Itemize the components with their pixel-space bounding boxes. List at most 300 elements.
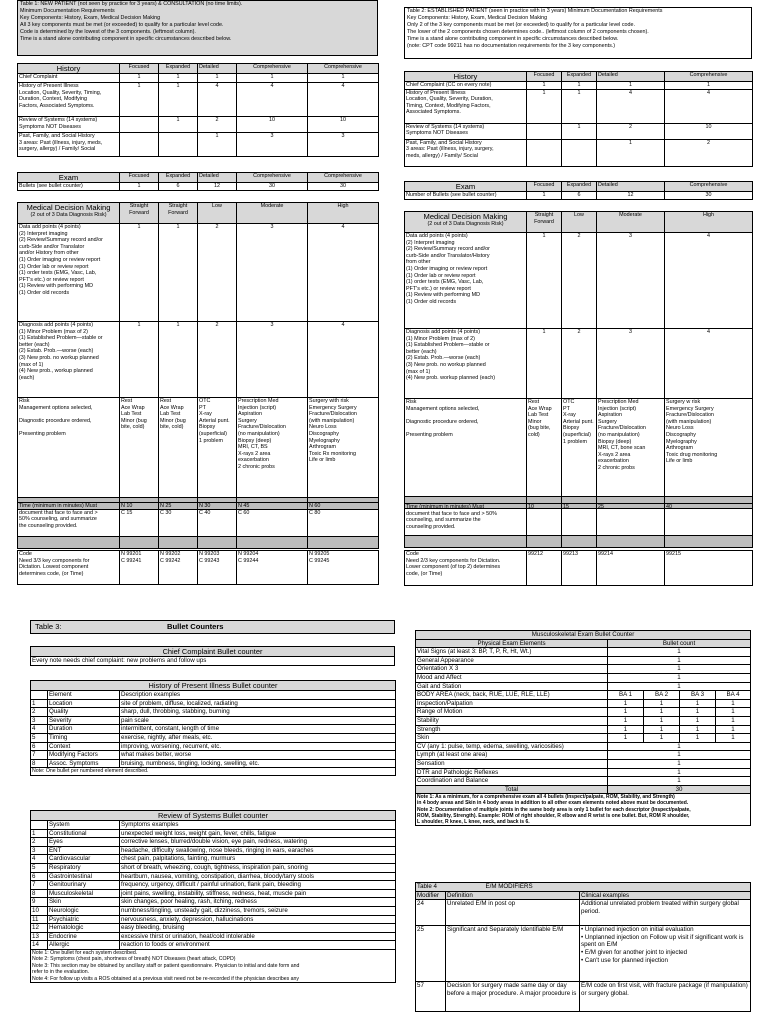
table-row [18,203,379,224]
col-head: Detailed [198,64,237,74]
table-cell: Lymph (at least one area) [416,751,608,760]
table-cell: 1 [308,74,379,83]
table-cell: 1 [608,768,751,777]
table-cell: Straight Forward [159,203,198,224]
msk-exam-counter [415,630,751,826]
table-row [18,322,379,398]
table-cell: N 25 C 30 [159,503,198,537]
table-row [31,863,396,872]
table-cell: 24 [416,900,446,926]
table-cell: 1 [644,725,680,734]
table-cell: N 99205 C 99245 [308,551,379,585]
table-cell: 1 [120,322,159,398]
table-cell: 5 [31,733,48,742]
table-cell: 1 [608,673,751,682]
table-cell: exercise, nightly, after meals, etc. [120,733,396,742]
table-row [405,233,753,329]
table-row [31,872,396,881]
risk-label: Risk Management options selected, Diagnostic procedure ordered, Presenting problem [18,398,120,498]
table-cell: 4 [31,725,48,734]
table2-time [404,503,753,548]
table-row [18,83,379,117]
time-label: Time (minimum in minutes) Must document that face to face and > 50% counseling, and summarize the counseling provided. [18,503,120,537]
table-cell: 25 [597,504,665,536]
table-row [31,759,396,768]
table-cell: Unrelated E/M in post op [446,900,580,926]
list-item: • Unplanned injection on initial evaluation [581,926,749,934]
table-cell: 30 [665,192,753,200]
msk-title: Musculoskeletal Exam Bullet Counter [416,631,751,640]
table-row [405,182,753,192]
hpi-title: History of Present Illness Bullet counter [31,681,396,691]
table-cell: High [308,203,379,224]
data-points-label: Data add points (4 points) (2) Interpret imaging (2) Review/Summary record and/or curb-Side and/or Translator/History from other (1) Order imaging or review report (1) Order lab or review report (1) order tests (EMG, Vasc, Lab, PFT's etc.) or review report (1) Review with performing MD (1) Order old records [405,233,527,329]
table-row [31,681,396,691]
table-cell: 1 [608,777,751,786]
table-cell: sharp, dull, throbbing, stabbing, burning [120,708,396,717]
table-cell: 6 [31,742,48,751]
table-cell: 3 [308,133,379,157]
table-cell: 1 [608,759,751,768]
table-row [416,900,751,926]
table-row [31,725,396,734]
table-row [416,631,751,640]
table-cell: corrective lenses, blurred/double vision, eye pain, redness, watering [120,838,396,847]
code-label: Code Need 2/3 key components for Dictation. Lower component (of top 2) determines code, (or Time) [405,551,527,586]
code-label: Code Need 3/3 key components for Dictation. Lowest component determines code, (or Time) [18,551,120,585]
table1-time [17,502,379,549]
table-cell [198,537,237,549]
table-cell [308,537,379,549]
table-row [31,924,396,933]
table-cell: 30 [308,183,379,191]
table-cell: 10 [527,504,562,536]
table-cell: N 99201 C 99241 [120,551,159,585]
table-cell: Expanded [159,173,198,183]
table-cell: 1 [608,742,751,751]
table-row [416,794,751,826]
table-cell: BODY AREA (neck, back, RUE, LUE, RLE, LLE) [416,691,608,700]
table-cell [562,139,597,166]
row-label: Review of Systems (14 systems) Symptoms NOT Diseases [18,117,120,133]
table-cell: 1 [120,224,159,322]
table-cell: 1 [716,725,751,734]
table-cell: Decision for surgery made same day or day before a major procedure. A major procedure is [446,982,580,1012]
table-cell: Symptoms examples [120,821,396,830]
table-cell: 1 [198,133,237,157]
table-cell: 10 [237,117,308,133]
table-cell: bruising, numbness, tingling, locking, swelling, etc. [120,759,396,768]
table-cell: E/M code on first visit, with fracture package (if manipulation) or surgery global. [580,982,751,1012]
table-row [18,398,379,498]
table-cell: 1 [608,648,751,657]
table-cell [405,536,527,548]
table-row [405,89,753,123]
table-cell: 1 [644,708,680,717]
table-cell: 1 [644,699,680,708]
table3-title [30,620,395,634]
table-cell: BA 4 [716,691,751,700]
table-cell: Gastrointestinal [48,872,120,881]
diagnosis-points-label: Diagnosis add points (4 points) (1) Minor Problem (max of 2) (1) Established Problem—stable or better (each) (2) Estab. Prob.—worse (each) (3) New prob. no workup planned (max of 1) (4) New prob. workup planned (each) [405,329,527,399]
table-cell: Genitourinary [48,881,120,890]
table4-label: Table 4 [416,883,446,892]
table-cell: Modifying Factors [48,751,120,760]
table-cell: Significant and Separately Identifiable E/M [446,926,580,982]
table-cell: unexpected weight loss, weight gain, fever, chills, fatigue [120,829,396,838]
table-row [405,82,753,90]
table-cell: 30 [237,183,308,191]
mdm-subtitle: (2 out of 3 Data Diagnosis Risk) [30,212,107,218]
table-cell: 1 [237,74,308,83]
table-row [416,785,751,794]
table-row [31,941,396,950]
table-cell: skin changes, poor healing, rash, itching, redness [120,898,396,907]
table-cell: 2 [31,708,48,717]
table-cell [237,537,308,549]
table-row [416,759,751,768]
table-cell: 1 [597,82,665,90]
table-cell: 12 [597,192,665,200]
table-row [18,117,379,133]
table-cell: N 10 C 15 [120,503,159,537]
table-cell: 5 [31,863,48,872]
table2-header: Table 2: ESTABLISHED PATIENT (seen in practice with in 3 years) Minimum Documentation Requirements Key Components: History, Exam, Medical Decision Making Only 2 of the 3 key components must be met (or exceeded) to qualify for a particular level code. The lower of the 2 components chosen determines code.. (leftmost column of 2 components chosen). Time is a stand alone contributing component in specific circumstances described below. (note: CPT code 99211 has no documentation requirements for the 3 key components.) [404,7,752,59]
cc-title: Chief Complaint Bullet counter [31,647,395,657]
row-label: Chief Complaint (CC on every note) [405,82,527,90]
table-row [416,682,751,691]
table-row [18,173,379,183]
table-cell: Focused [527,182,562,192]
table-cell: 1 [562,123,597,139]
table-cell: 4 [665,329,753,399]
table-cell [527,123,562,139]
table-cell: 1 [680,734,716,743]
table1-code [17,550,379,585]
col-head: Comprehensive [308,64,379,74]
table-cell: N 99204 C 99244 [237,551,308,585]
table-row [31,889,396,898]
table-cell: 99212 [527,551,562,586]
table-row [18,503,379,537]
table-cell: Low [198,203,237,224]
table-cell: Low [562,212,597,233]
table-cell: 1 [680,699,716,708]
table1-exam [17,172,379,191]
table-cell: Prescription Med Injection (script) Aspiration Surgery Fracture/Dislocation (no manipulation) Biopsy (deep) MRI, CT, bone scan X-rays 2 area exacerbation 2 chronic probs [597,399,665,497]
table-cell: 4 [665,233,753,329]
table-cell: N 45 C 60 [237,503,308,537]
ros-note: Note 1: One bullet for each system described. Note 2: Symptoms (chest pain, shortness of breath) NOT Diseases (heart attack, COPD) Note 3: This section may be obtained by ancillary staff or patient questionnaire. Physician to initial and date form and refer to in the evaluation. Note 4: For follow up visits a ROS obtained at a previous visit need not be re-recorded if the physician describes any [31,949,396,982]
table-cell: Comprehensive [665,182,753,192]
table-cell: 1 [644,734,680,743]
table-cell: 6 [562,192,597,200]
table-row [31,657,395,666]
table-cell: System [48,821,120,830]
row-label: History of Present Illness Location, Quality, Severity, Duration, Timing, Context, Modifying Factors, Associated Symptoms. [405,89,527,123]
table-cell: 1 [608,716,644,725]
table-cell: Severity [48,716,120,725]
table-cell: Vital Signs (at least 3: BP, T, P, R, Ht, Wt.) [416,648,608,657]
table-cell [31,821,48,830]
table-cell: intermittent, constant, length of time [120,725,396,734]
table-cell: 6 [31,872,48,881]
table-cell: 1 [597,139,665,166]
table2-exam [404,181,753,200]
table-cell: 99213 [562,551,597,586]
table1-mdm [17,202,379,510]
table-cell: Timing [48,733,120,742]
table-row [31,708,396,717]
table-cell: 10 [31,906,48,915]
table-row [416,716,751,725]
table-row [31,768,396,775]
table-row [405,329,753,399]
row-label: History of Present Illness Location, Quality, Severity, Timing, Duration, Context, Modifying Factors, Associated Symptoms. [18,83,120,117]
risk-label: Risk Management options selected, Diagnostic procedure ordered, Presenting problem [405,399,527,497]
table-cell: Definition [446,891,580,900]
exam-title: Exam [18,173,120,183]
table-row [31,811,396,821]
table-cell: 4 [308,83,379,117]
table-cell [665,536,753,548]
table-cell: 1 [680,725,716,734]
table-cell: 4 [597,89,665,123]
table-cell: Gait and Station [416,682,608,691]
table-cell: 4 [31,855,48,864]
table-row [31,733,396,742]
table-cell: Expanded [562,72,597,82]
table-row [416,699,751,708]
table-cell: 8 [31,889,48,898]
table-cell: 1 [680,708,716,717]
table-cell: Moderate [237,203,308,224]
table-cell: site of problem, diffuse, localized, radiating [120,699,396,708]
table-row [405,536,753,548]
table-cell: heartburn, nausea, vomiting, constipation, diarrhea, bloody/tarry stools [120,872,396,881]
table-cell: 99215 [665,551,753,586]
msk-note: Note 1: As a minimum, for a comprehensive exam all 4 bullets (Inspect/palpate, ROM, Stability, and Strength) in 4 body areas and Skin in 4 body areas in addition to all other exam elements noted above must be documented. Note 2: Documentation of multiple joints in the same body area is only 1 bullet for each descriptor (Inspect/palpate, ROM, Stability, Strength). Example: ROM of right shoulder, R elbow and R wrist is one bullet. But, ROM R shoulder, L shoulder, R knee, L knee, neck, and back is 6. [416,794,751,826]
table1-history [17,63,379,157]
table3-name: Bullet Counters [167,622,224,631]
table2-mdm [404,211,753,509]
row-label: Number of Bullets (see bullet counter) [405,192,527,200]
table-cell: 3 [237,224,308,322]
table-cell [120,133,159,157]
table-cell: nervousness, anxiety, depression, hallucinations [120,915,396,924]
table-row [405,192,753,200]
table-cell [159,133,198,157]
table-cell: 7 [31,751,48,760]
table-cell: Element [48,691,120,700]
table-cell: 1 [31,829,48,838]
table2-code [404,550,753,586]
table-cell: Rest Ace Wrap Lab Test Minor (bug bite, cold) [159,398,198,498]
mdm-subtitle: (2 out of 3 Data Diagnosis Risk) [427,221,504,227]
table-cell: 1 [716,716,751,725]
table-cell: 1 [159,74,198,83]
table-cell: Additional unrelated problem treated within surgery global period. [580,900,751,926]
table-cell: 2 [597,123,665,139]
table-row [416,673,751,682]
table-row [416,725,751,734]
table-cell: Musculoskeletal [48,889,120,898]
table-cell [527,139,562,166]
table-cell: Stability [416,716,608,725]
table-cell: Detailed [198,173,237,183]
table-row [416,734,751,743]
table-cell: 1 [716,708,751,717]
table-row [416,926,751,982]
table-row [31,932,396,941]
table-cell: N 99202 C 99242 [159,551,198,585]
table-cell: Skin [416,734,608,743]
table-row [405,72,753,82]
table-cell: 8 [31,759,48,768]
table-cell: Endocrine [48,932,120,941]
table-cell: 99214 [597,551,665,586]
table-cell: CV (any 1: pulse, temp, edema, swelling, varicosities) [416,742,608,751]
table4-em-modifiers [415,882,751,1012]
table-cell: Focused [120,173,159,183]
table-row [18,183,379,191]
table-row [31,691,396,700]
table-cell: 57 [416,982,446,1012]
msk-total: 30 [608,785,751,794]
table-cell: 2 [198,117,237,133]
table-cell: Sensation [416,759,608,768]
table-cell [562,536,597,548]
table-cell: N 99203 C 99243 [198,551,237,585]
table-cell: Comprehensive [308,173,379,183]
table-cell: Psychiatric [48,915,120,924]
table-cell: Prescription Med Injection (script) Aspiration Surgery Fracture/Dislocation (no manipulation) Biopsy (deep) MRI, CT, BS X-rays 2 area exacerbation 2 chronic probs [237,398,308,498]
table-cell: Comprehensive [237,173,308,183]
table-cell: OTC PT X-ray Arterial punt. Biopsy (superficial) 1 problem [198,398,237,498]
table-cell: Cardiovascular [48,855,120,864]
table-cell: 3 [597,329,665,399]
table-cell: 1 [608,734,644,743]
table-cell: 4 [308,322,379,398]
table-row [18,551,379,585]
table-row [405,551,753,586]
table-cell: 1 [716,734,751,743]
table-cell: Comprehensive [665,72,753,82]
table-row [31,699,396,708]
table-row [31,881,396,890]
table2-history [404,71,753,167]
table-cell: 1 [562,89,597,123]
table-cell: Context [48,742,120,751]
table-cell: 4 [198,83,237,117]
table-cell: 1 [716,699,751,708]
table-cell: 4 [237,83,308,117]
table-cell: 2 [31,838,48,847]
table-cell: Eyes [48,838,120,847]
table-cell: BA 1 [608,691,644,700]
table-cell: Surgery with risk Emergency Surgery Fracture/Dislocation (with manipulation) Neuro Loss Discography Myelography Arthrogram Toxic Rx monitoring Life or limb [308,398,379,498]
table-cell: 3 [237,133,308,157]
table-cell: 1 [608,699,644,708]
msk-total-label: Total [416,785,608,794]
table-cell: Allergic [48,941,120,950]
table-cell: reaction to foods or environment [120,941,396,950]
table-cell: Strength [416,725,608,734]
table-cell: 11 [31,915,48,924]
table-cell [159,537,198,549]
table-cell: Range of Motion [416,708,608,717]
table-row [416,982,751,1012]
table-cell: BA 2 [644,691,680,700]
table-cell [580,926,751,982]
hpi-note: Note: One bullet per numbered element described. [31,768,396,775]
table-row [31,915,396,924]
table-cell: 2 [198,322,237,398]
table-cell: Mood and Affect [416,673,608,682]
diagnosis-points-label: Diagnosis add points (4 points) (1) Minor Problem (max of 2) (1) Established Problem—stable or better (each) (2) Estab. Prob.—worse (each) (3) New prob. no workup planned (max of 1) (4) New prob., workup planned (each) [18,322,120,398]
table-cell: 2 [562,329,597,399]
table-row [31,821,396,830]
table-cell: OTC PT X-ray Arterial punt. Biopsy (superficial) 1 problem [562,399,597,497]
table-row [31,742,396,751]
table-cell: 1 [608,656,751,665]
table-cell: 15 [562,504,597,536]
table-cell: 1 [608,708,644,717]
table-cell: Rest Ace Wrap Lab Test Minor (bug bite, cold) [120,398,159,498]
row-label: Bullets (see bullet counter) [18,183,120,191]
table-cell: what makes better, worse [120,751,396,760]
exam-title: Exam [405,182,527,192]
table-cell: 4 [665,89,753,123]
table-row [31,906,396,915]
table-cell: 3 [31,716,48,725]
col-head: Focused [120,64,159,74]
table-cell: Straight Forward [527,212,562,233]
table-cell: N 30 C 40 [198,503,237,537]
table-cell: 1 [159,224,198,322]
list-item: • Can't use for planned injection [581,957,749,965]
table-cell: General Appearance [416,656,608,665]
table-cell: 1 [608,682,751,691]
table-cell: Expanded [562,182,597,192]
table-cell: Rest Ace Wrap Lab Test Minor (bug bite, cold) [527,399,562,497]
table-row [405,504,753,536]
table-cell: 1 [527,192,562,200]
table-row [416,742,751,751]
table-cell: 10 [665,123,753,139]
table-cell: Orientation X 3 [416,665,608,674]
table-cell: Modifier [416,891,446,900]
table-cell: easy bleeding, bruising [120,924,396,933]
table-row [416,648,751,657]
table-row [18,74,379,83]
table-cell: 1 [527,233,562,329]
table-cell: 1 [120,74,159,83]
table-cell: 1 [527,329,562,399]
table-cell: 1 [665,82,753,90]
table-row [31,838,396,847]
table-cell [597,536,665,548]
table-cell: 40 [665,504,753,536]
table-row [18,133,379,157]
table-cell: 3 [31,846,48,855]
table-row [31,716,396,725]
table-cell: Hematologic [48,924,120,933]
data-points-label: Data add points (4 points) (2) Interpret imaging (2) Review/Summary record and/or curb-Side and/or Translator and/or History from other (1) Order imaging or review report (1) Order lab or review report (1) order tests (EMG, Vasc, Lab, PFT's etc.) or review report (1) Review with performing MD (1) Order old records [18,224,120,322]
msk-col-bullets: Bullet count [608,639,751,648]
table-cell: headache, difficulty swallowing, nose bleeds, ringing in ears, earaches [120,846,396,855]
table-row [416,708,751,717]
